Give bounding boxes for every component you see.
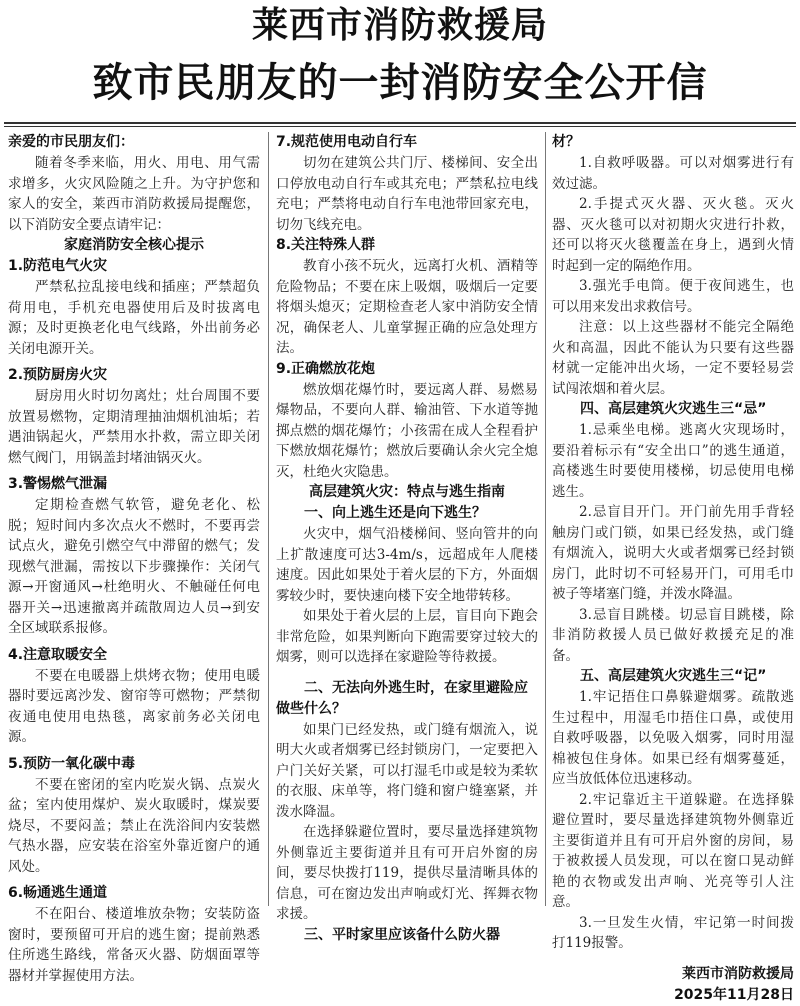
item-text-2: 厨房用火时切勿离灶；灶台周围不要放置易燃物，定期清理抽油烟机油垢；若遇油锅起火，严禁用水扑救，需立即关闭燃气阀门，用锅盖封堵油锅灭火。 (8, 388, 260, 466)
signature-date: 2025年11月28日 (674, 986, 794, 1003)
item-title-8: 8.关注特殊人群 (276, 237, 376, 253)
q3-title: 三、平时家里应该备什么防火器 (304, 926, 500, 943)
q2-paragraph-1: 如果门已经发热，或门缝有烟流入，说明大火或者烟雾已经封锁房门，一定要把入户门关好关紧，可以打湿毛巾或是较为柔软的衣服、床单等，将门缝和窗户缝塞紧，并泼水降温。 (276, 721, 538, 820)
item-title-4: 4.注意取暖安全 (8, 646, 108, 663)
item-title-3: 3.警惕燃气泄漏 (8, 476, 108, 492)
item-text-8: 教育小孩不玩火，远离打火机、酒精等危险物品；不要在床上吸烟，吸烟后一定要将烟头熄灭；定期检查老人家中消防安全情况，确保老人、儿童掌握正确的应急处理方法。 (276, 258, 538, 356)
q5-title: 五、高层建筑火灾逃生三“记” (580, 668, 767, 684)
headline-line1: 莱西市消防救援局 (251, 5, 548, 46)
q5-paragraph-1: 1.牢记捂住口鼻躲避烟雾。疏散逃生过程中，用湿毛巾捂住口鼻，或使用自救呼吸器，以免吸入烟雾，同时用湿棉被包住身体。如果已经有烟雾蔓延，应当放低体位迅速移动。 (552, 689, 794, 787)
equip-item-2: 2.手提式灭火器、灭火毯。灭火器、灭火毯可以对初期火灾进行扑救，还可以将灭火毯覆盖在身上，遇到火情时起到一定的隔绝作用。 (552, 196, 794, 274)
q4-paragraph-1: 1.忌乘坐电梯。逃离火灾现场时，要沿着标示有“安全出口”的逃生通道，高楼逃生时要使用楼梯，切忌使用电梯逃生。 (552, 422, 794, 500)
q5-paragraph-2: 2.牢记靠近主干道躲避。在选择躲避位置时，要尽量选择建筑物外侧靠近主要街道并且有可开启外窗的房间，易于被救援人员发现，可以在窗口晃动鲜艳的衣物或发出声响、光亮等引人注意。 (552, 791, 794, 910)
q1-paragraph-2: 如果处于着火层的上层，盲目向下跑会非常危险，如果判断向下跑需要穿过较大的烟雾，则可以选择在家避险等待救援。 (276, 608, 538, 665)
equip-item-3: 3.强光手电筒。便于夜间逃生，也可以用来发出求救信号。 (552, 278, 794, 315)
q4-paragraph-3: 3.忌盲目跳楼。切忌盲目跳楼，除非消防救援人员已做好救援充足的准备。 (552, 606, 794, 664)
item-text-9: 燃放烟花爆竹时，要远离人群、易燃易爆物品，不要向人群、输油管、下水道等抛掷点燃的烟花爆竹；小孩需在成人全程看护下燃放烟花爆竹；燃放后要确认余火完全熄灭，杜绝火灾隐患。 (276, 381, 538, 480)
title-divider (4, 122, 796, 124)
item-text-5: 不要在密闭的室内吃炭火锅、点炭火盆；室内使用煤炉、炭火取暖时，煤炭要烧尽，不要闷盖；禁止在洗浴间内安装燃气热水器，应安装在浴室外靠近窗户的通风处。 (8, 776, 260, 875)
column-divider-2 (545, 132, 546, 906)
intro-paragraph: 随着冬季来临，用火、用电、用气需求增多，火灾风险随之上升。为守护您和家人的安全，莱西市消防救援局提醒您，以下消防安全要点请牢记： (8, 155, 260, 233)
item-text-7: 切勿在建筑公共门厅、楼梯间、安全出口停放电动自行车或其充电；严禁私拉电线充电；严禁将电动自行车电池带回家充电，切勿飞线充电。 (276, 155, 538, 233)
item-title-6: 6.畅通逃生通道 (8, 885, 108, 901)
item-text-1: 严禁私拉乱接电线和插座；严禁超负荷用电，手机充电器使用后及时拔离电源；及时更换老化电气线路，外出前务必关闭电源开关。 (8, 279, 260, 357)
section-title-highrise: 高层建筑火灾：特点与逃生指南 (309, 484, 505, 500)
item-text-6: 不在阳台、楼道堆放杂物；安装防盗窗时，要预留可开启的逃生窗；提前熟悉住所逃生路线，常备灭火器、防烟面罩等器材并掌握使用方法。 (8, 906, 260, 984)
q1-paragraph-1: 火灾中，烟气沿楼梯间、竖向管井的向上扩散速度可达3-4m/s，远超成年人爬楼速度。因此如果处于着火层的下方，外面烟雾较少时，要快速向楼下安全地带转移。 (276, 526, 538, 604)
section-title-home-safety: 家庭消防安全核心提示 (64, 237, 204, 253)
q4-paragraph-2: 2.忌盲目开门。开门前先用手背轻触房门或门锁，如果已经发热，或门缝有烟流入，说明大火或者烟雾已经封锁房门，此时切不可轻易开门，可用毛巾被子等堵塞门缝，并泼水降温。 (552, 504, 794, 602)
column-1 (8, 132, 260, 986)
q3-title-continued: 材？ (552, 134, 580, 150)
column-divider-1 (268, 132, 269, 906)
salutation: 亲爱的市民朋友们： (8, 134, 134, 150)
equip-item-1: 1.自救呼吸器。可以对烟雾进行有效过滤。 (552, 155, 794, 192)
column-3 (552, 132, 794, 1006)
item-title-2: 2.预防厨房火灾 (8, 367, 108, 383)
q1-title: 一、向上逃生还是向下逃生？ (304, 505, 486, 521)
equip-note: 注意：以上这些器材不能完全隔绝火和高温，因此不能认为只要有这些器材就一定能冲出火场，一定不要轻易尝试闯浓烟和着火层。 (552, 319, 794, 397)
item-title-9: 9.正确燃放花炮 (276, 360, 376, 377)
item-title-1: 1.防范电气火灾 (8, 258, 108, 274)
q2-paragraph-2: 在选择躲避位置时，要尽量选择建筑物外侧靠近主要街道并且有可开启外窗的房间，要尽快拨打119，提供尽量清晰具体的信息，可在窗边发出声响或灯光、挥舞衣物求援。 (276, 824, 538, 922)
column-2 (276, 132, 538, 946)
item-text-4: 不要在电暖器上烘烤衣物；使用电暖器时要远离沙发、窗帘等可燃物；严禁彻夜通电使用电热毯，离家前务必关闭电源。 (8, 667, 260, 745)
signature: 莱西市消防救援局 (682, 965, 794, 982)
q4-title: 四、高层建筑火灾逃生三“忌” (580, 401, 767, 417)
q2-title: 二、无法向外逃生时，在家里避险应做些什么？ (276, 679, 528, 717)
q5-paragraph-3: 3.一旦发生火情，牢记第一时间拨打119报警。 (552, 914, 794, 951)
title-divider-thin (4, 126, 796, 127)
headline-line2: 致市民朋友的一封消防安全公开信 (92, 60, 708, 106)
item-title-7: 7.规范使用电动自行车 (276, 134, 418, 150)
item-title-5: 5.预防一氧化碳中毒 (8, 755, 136, 772)
item-text-3: 定期检查燃气软管，避免老化、松脱；短时间内多次点火不燃时，不要再尝试点火，避免引燃空气中滞留的燃气；发现燃气泄漏，需按以下步骤操作：关闭气源→开窗通风→杜绝明火、不触碰任何电器开关→迅速撤离并疏散周边人员→到安全区域联系报修。 (8, 497, 260, 636)
